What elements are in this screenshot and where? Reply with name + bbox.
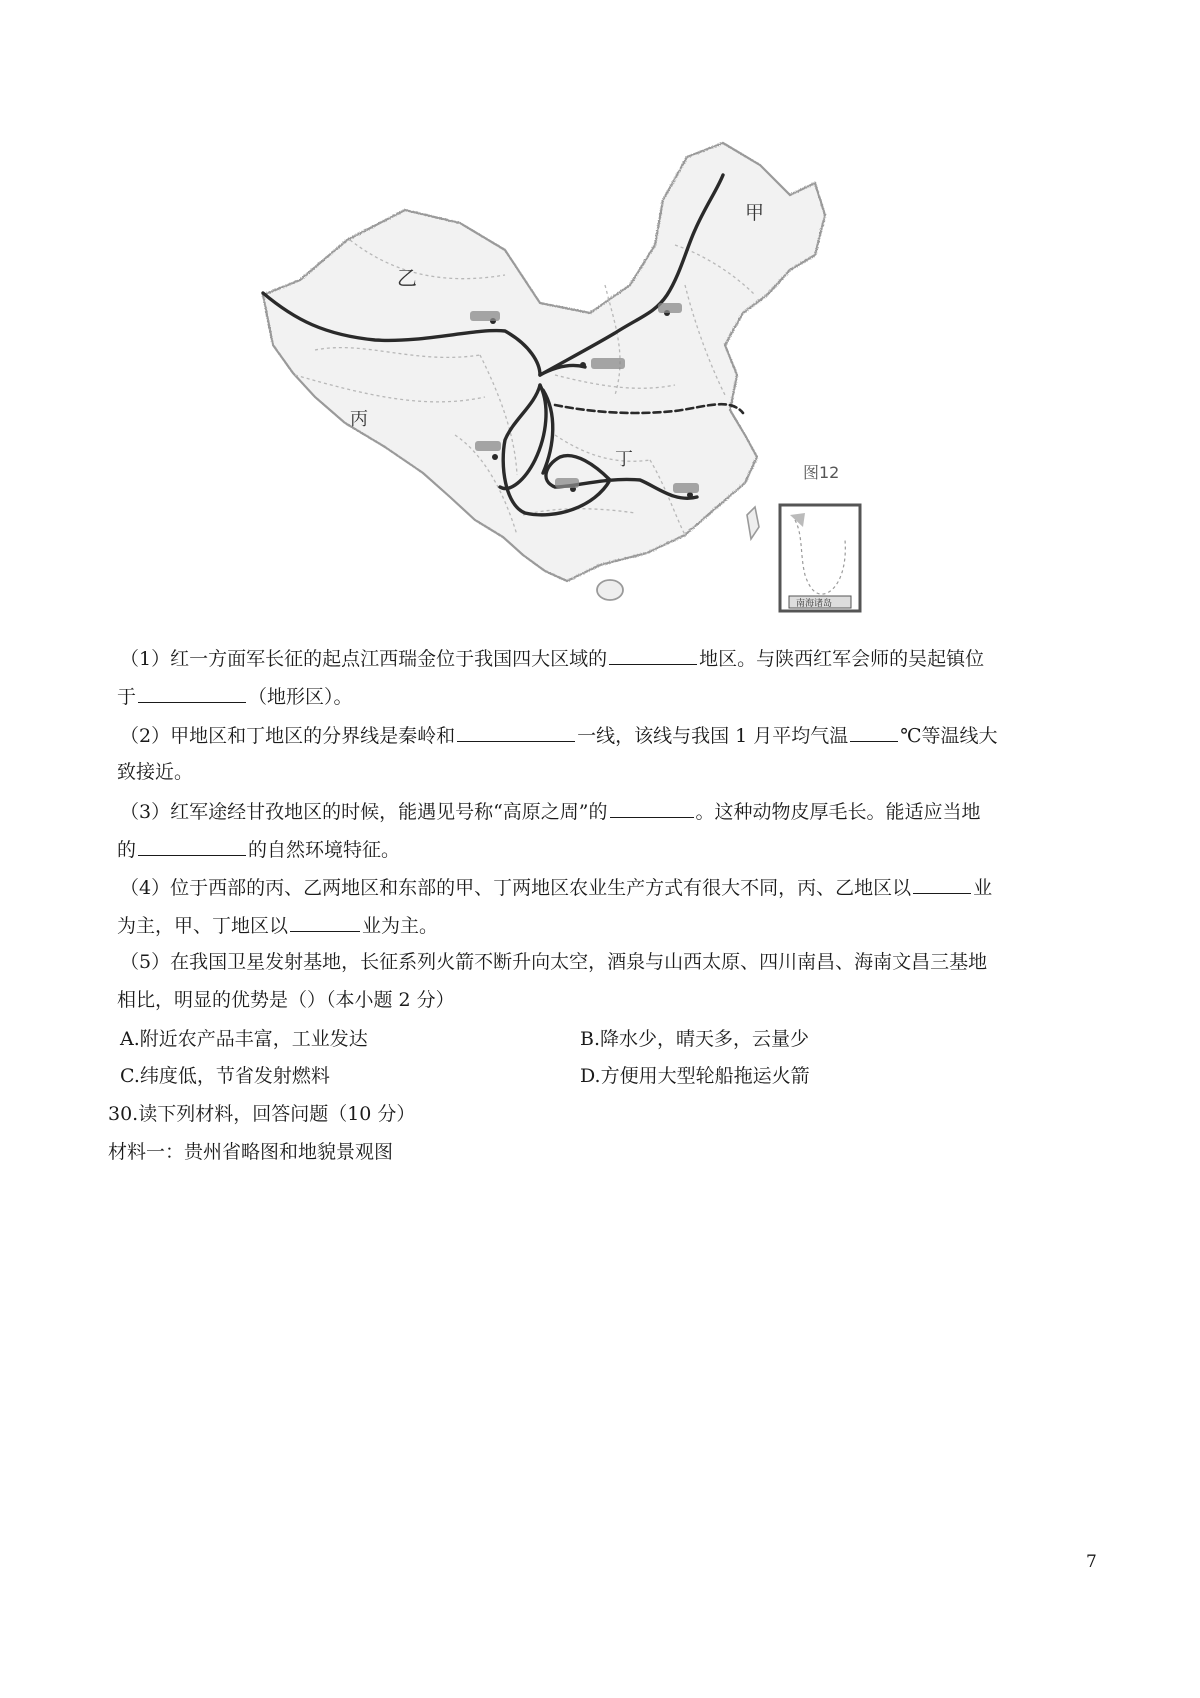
q4-text-b: 业 xyxy=(973,877,993,899)
q1-blank-landform[interactable] xyxy=(138,683,246,703)
q5-text-a: （5）在我国卫星发射基地，长征系列火箭不断升向太空，酒泉与山西太原、四川南昌、海南文昌三基地 xyxy=(120,951,988,973)
page-number: 7 xyxy=(1086,1552,1097,1572)
region-label-yi: 乙 xyxy=(397,266,417,290)
q3-text-c: 的 xyxy=(117,839,137,861)
q30-title-text: 30.读下列材料，回答问题（10 分） xyxy=(108,1103,416,1125)
inset-label: 南海诸岛 xyxy=(796,599,833,609)
taiwan-island xyxy=(747,507,759,539)
q5-option-b[interactable] xyxy=(580,1027,809,1051)
q2-line1 xyxy=(120,722,998,748)
q2-text-a: （2）甲地区和丁地区的分界线是秦岭和 xyxy=(120,725,456,747)
q2-blank-temperature[interactable] xyxy=(850,722,898,742)
region-label-jia: 甲 xyxy=(745,202,765,224)
q1-blank-region[interactable] xyxy=(609,645,697,665)
q1-line1 xyxy=(120,645,984,671)
q3-line2 xyxy=(117,836,400,862)
q5-text-b: 相比，明显的优势是（）（本小题 2 分） xyxy=(117,989,455,1011)
q3-blank-environment[interactable] xyxy=(138,836,246,856)
q3-text-b: 。这种动物皮厚毛长。能适应当地 xyxy=(695,801,981,823)
q4-text-d: 业为主。 xyxy=(362,915,439,937)
q5-option-d[interactable] xyxy=(580,1064,810,1088)
q2-blank-line[interactable] xyxy=(457,722,575,742)
q5-option-b-text: B.降水少，晴天多，云量少 xyxy=(580,1028,810,1050)
q2-text-b: 一线，该线与我国 1 月平均气温 xyxy=(577,725,849,747)
q3-line1 xyxy=(120,798,981,824)
q1-line2 xyxy=(117,683,353,709)
q5-option-a[interactable] xyxy=(120,1027,368,1051)
q4-line2 xyxy=(117,912,438,938)
q1-text-b: 地区。与陕西红军会师的吴起镇位 xyxy=(699,648,985,670)
q4-blank-west[interactable] xyxy=(913,874,971,894)
q4-text-c: 为主，甲、丁地区以 xyxy=(117,915,289,937)
q30-material xyxy=(108,1140,393,1164)
q4-text-a: （4）位于西部的丙、乙两地区和东部的甲、丁两地区农业生产方式有很大不同，丙、乙地区以 xyxy=(120,877,912,899)
q5-line2 xyxy=(117,988,455,1012)
q2-text-c: ℃等温线大 xyxy=(900,725,998,747)
q1-text-c: 于 xyxy=(117,686,137,708)
q30-title xyxy=(108,1102,415,1126)
q4-blank-east[interactable] xyxy=(290,912,360,932)
south-china-sea-inset xyxy=(780,505,860,611)
q5-line1 xyxy=(120,950,987,974)
figure-label: 图12 xyxy=(803,463,840,482)
region-label-bing: 丙 xyxy=(350,409,368,430)
china-long-march-map xyxy=(255,135,875,670)
q5-option-c-text: C.纬度低，节省发射燃料 xyxy=(120,1065,330,1087)
q5-option-d-text: D.方便用大型轮船拖运火箭 xyxy=(580,1065,810,1087)
region-label-ding: 丁 xyxy=(615,449,633,470)
q2-line2 xyxy=(117,760,193,784)
q5-option-a-text: A.附近农产品丰富，工业发达 xyxy=(120,1028,368,1050)
q1-text-d: （地形区）。 xyxy=(248,686,353,708)
hainan-island xyxy=(597,580,623,600)
q2-text-d: 致接近。 xyxy=(117,761,194,783)
q3-text-a: （3）红军途经甘孜地区的时候，能遇见号称“高原之周”的 xyxy=(120,801,608,823)
q1-text-a: （1）红一方面军长征的起点江西瑞金位于我国四大区域的 xyxy=(120,648,608,670)
q3-blank-animal[interactable] xyxy=(610,798,694,818)
q3-text-d: 的自然环境特征。 xyxy=(248,839,401,861)
q30-material-text: 材料一：贵州省略图和地貌景观图 xyxy=(108,1141,394,1163)
q4-line1 xyxy=(120,874,992,900)
q5-option-c[interactable] xyxy=(120,1064,330,1088)
